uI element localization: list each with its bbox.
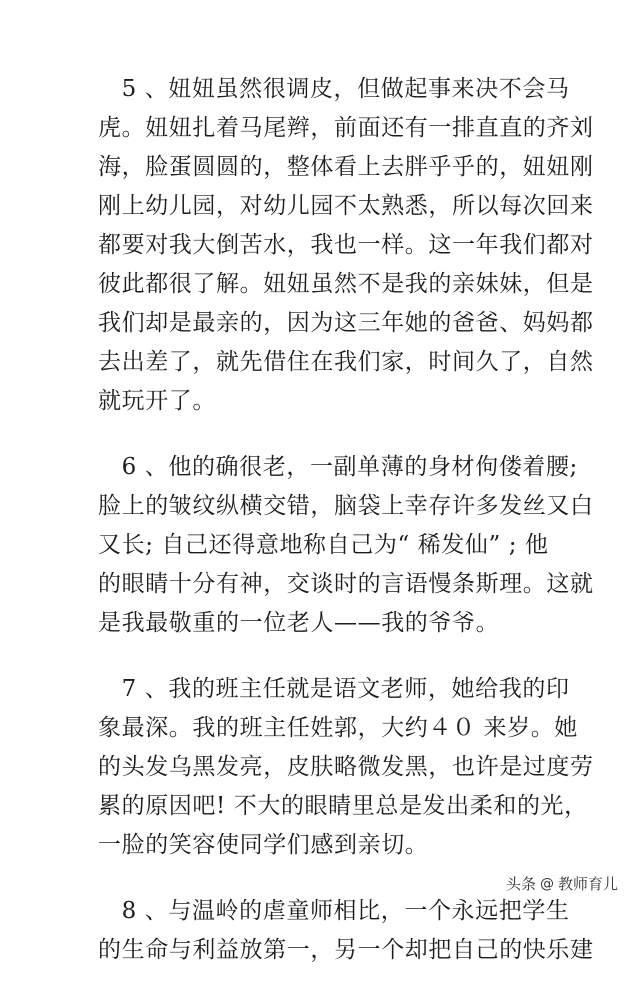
text-line: 都要对我大倒苦水，我也一样。这一年我们都对 [98,232,594,258]
paragraph-5 [98,70,594,421]
watermark-at-sign: @ [539,875,554,892]
text-line: 5 、妞妞虽然很调皮，但做起事来决不会马 [98,76,570,102]
text-line: 彼此都很了解。妞妞虽然不是我的亲妹妹，但是 [98,271,594,297]
text-line: 的眼睛十分有神，交谈时的言语慢条斯理。这就 [98,571,594,597]
text-line: 又长; 自己还得意地称自己为“ 稀发仙” ; 他 [98,532,549,558]
text-line: 脸上的皱纹纵横交错，脑袋上幸存许多发丝又白 [98,493,594,519]
text-line: 6 、他的确很老，一副单薄的身材佝偻着腰; [98,454,578,480]
text-line: 去出差了，就先借住在我们家，时间久了，自然 [98,349,594,375]
watermark-source: 头条 [505,875,536,893]
text-line: 海，脸蛋圆圆的，整体看上去胖乎乎的，妞妞刚 [98,154,594,180]
paragraph-6 [98,448,594,643]
paragraph-7 [98,670,594,865]
text-line: 就玩开了。 [98,388,216,414]
watermark-author: 教师育儿 [557,875,618,893]
text-line: 的头发乌黑发亮，皮肤略微发黑，也许是过度劳 [98,754,594,780]
text-line: 累的原因吧! 不大的眼睛里总是发出柔和的光， [98,793,588,819]
watermark [502,871,622,896]
text-line: 一脸的笑容使同学们感到亲切。 [98,832,429,858]
text-line: 象最深。我的班主任姓郭，大约４０ 来岁。她 [98,715,578,741]
text-line: 我们却是最亲的，因为这三年她的爸爸、妈妈都 [98,310,594,336]
text-line: 的生命与利益放第一，另一个却把自己的快乐建 [98,937,594,963]
text-line: 8 、与温岭的虐童师相比，一个永远把学生 [98,898,570,924]
text-line: 7 、我的班主任就是语文老师，她给我的印 [98,676,570,702]
text-line: 是我最敬重的一位老人——我的爷爷。 [98,610,500,636]
paragraph-8 [98,892,594,970]
text-line: 刚上幼儿园，对幼儿园不太熟悉，所以每次回来 [98,193,594,219]
text-line: 虎。妞妞扎着马尾辫，前面还有一排直直的齐刘 [98,115,594,141]
